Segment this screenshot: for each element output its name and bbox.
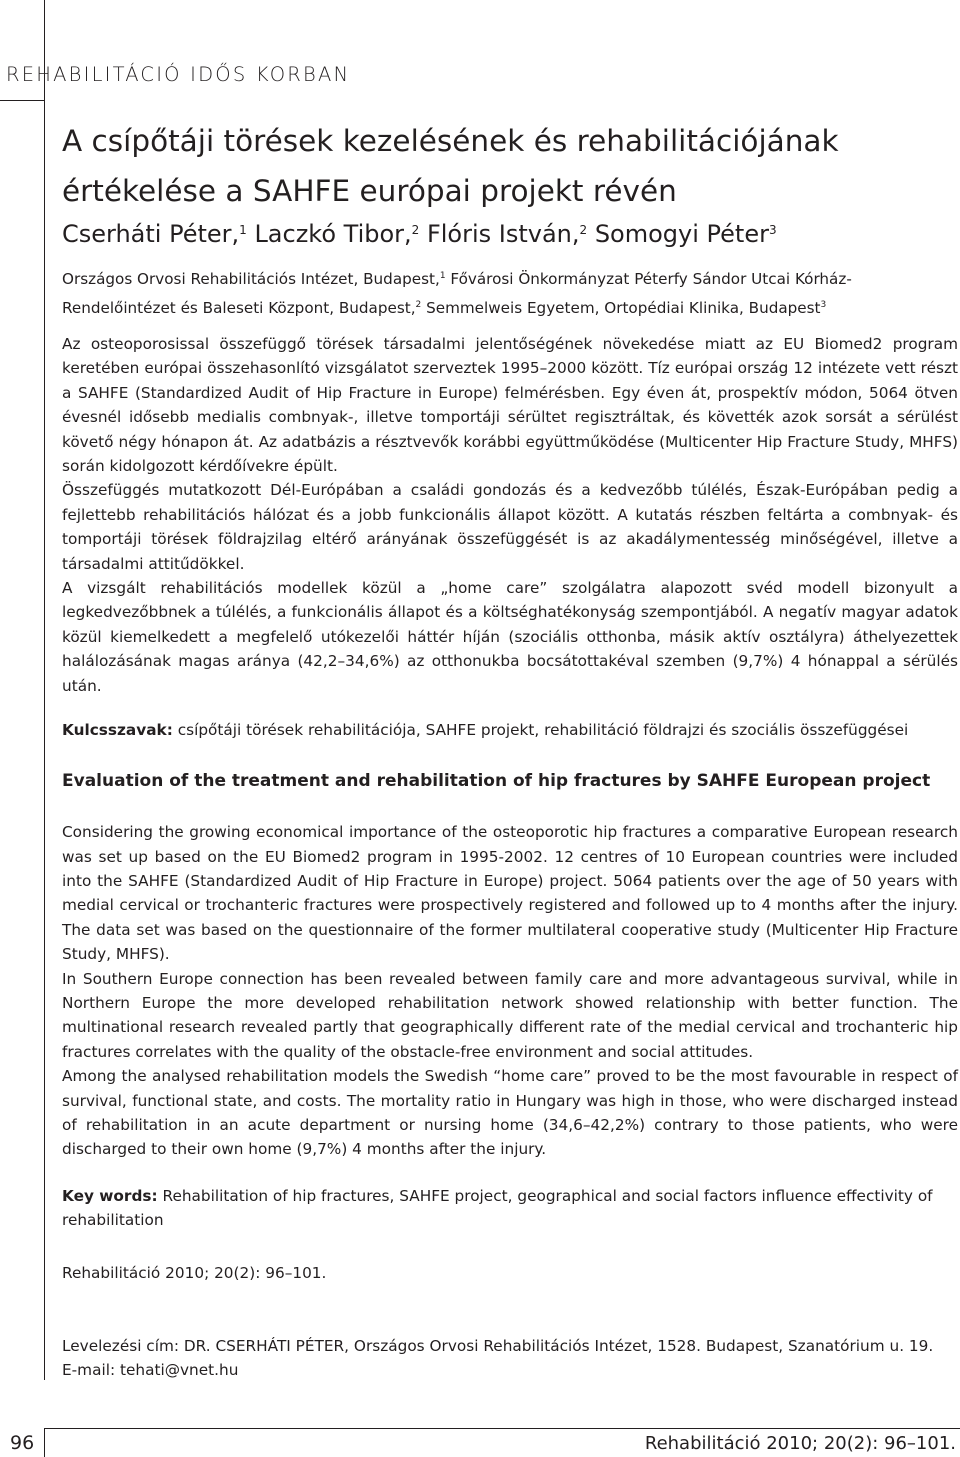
keywords-english <box>62 1184 958 1233</box>
keywords-label: Key words: <box>62 1186 158 1205</box>
affiliations <box>62 265 958 322</box>
keywords-label: Kulcsszavak: <box>62 721 173 740</box>
article-title-line2: értékelése a SAHFE európai projekt révén <box>62 174 677 208</box>
abstract-english <box>62 820 958 1162</box>
correspondence-address: Levelezési cím: DR. CSERHÁTI PÉTER, Országos Orvosi Rehabilitációs Intézet, 1528. Budapest, Szanatórium u. 19. <box>62 1337 934 1355</box>
footer-rule <box>44 1428 960 1429</box>
author-affiliation-sup: 1 <box>239 223 247 237</box>
english-title: Evaluation of the treatment and rehabilitation of hip fractures by SAHFE European project <box>62 771 931 792</box>
affiliation-1: Országos Orvosi Rehabilitációs Intézet, Budapest, <box>62 270 440 288</box>
affiliation-sup: 2 <box>415 299 422 310</box>
abstract-paragraph: Considering the growing economical importance of the osteoporotic hip fractures a comparative European research was set up based on the EU Biomed2 program in 1995-2002. 12 centres of 10 European countries were included into the SAHFE (Standardized Audit of Hip Fracture in Europe) project. 5064 patients over the age of 50 years with medial cervical or trochanteric fractures were prospectively registered and followed up to 4 months after the injury. The data set was based on the questionnaire of the former multilateral cooperative study (Multicenter Hip Fracture Study, MHFS). <box>62 823 958 964</box>
author-name: Somogyi Péter <box>594 220 769 248</box>
keywords-hungarian <box>62 718 958 742</box>
article-body <box>62 116 958 1233</box>
page-number: 96 <box>10 1432 35 1454</box>
citation-reference: Rehabilitáció 2010; 20(2): 96–101. <box>62 1264 327 1282</box>
left-vertical-rule <box>44 0 45 1380</box>
abstract-paragraph: A vizsgált rehabilitációs modellek közül a „home care” szolgálatra alapozott svéd modell bizonyult a legkedvezőbbnek a túlélés, a funkcionális állapot és a költséghatékonyság szempontjából. A negatív magyar adatok közül kiemelkedett a megfelelő utókezelői háttér híján (szociális otthonba, másik aktív osztályra) áthelyezettek halálozásának magas aránya (42,2–34,6%) az otthonukba bocsátottakéval szemben (9,7%) 4 hónappal a sérülés után. <box>62 579 958 695</box>
author-affiliation-sup: 2 <box>411 223 420 237</box>
header-rule <box>0 100 44 101</box>
author-affiliation-sup: 3 <box>768 223 777 237</box>
section-header: REHABILITÁCIÓ IDŐS KORBAN <box>6 63 351 86</box>
footer-journal-reference: Rehabilitáció 2010; 20(2): 96–101. <box>644 1433 956 1454</box>
abstract-paragraph: Összefüggés mutatkozott Dél-Európában a családi gondozás és a kedvezőbb túlélés, Észak-Európában pedig a fejlettebb rehabilitációs hálózat és a jobb funkcionális állapot között. A kutatás részben feltárta a combnyak- és tomportáji törések földrajzilag eltérő arányának összefüggését is az akadálymentesség minőségével, illetve a társadalmi attitűdökkel. <box>62 481 958 573</box>
affiliation-2: Fővárosi Önkormányzat Péterfy Sándor Utcai Kórház-Rendelőintézet és Baleseti Központ, Budapest, <box>62 270 852 317</box>
affiliation-3: Semmelweis Egyetem, Ortopédiai Klinika, Budapest <box>426 298 821 317</box>
abstract-paragraph: Az osteoporosissal összefüggő törések társadalmi jelentőségének növekedése miatt az EU Biomed2 program keretében európai összehasonlító vizsgálatot szerveztek 1995–2000 között. Tíz európai ország 12 intézete vett részt a SAHFE (Standardized Audit of Hip Fracture in Europe) felmérésben. Egy éven át, prospektív módon, 5064 ötven évesnél idősebb medialis combnyak-, illetve tomportáji sérültet regisztráltak, és követték azok sorsát a sérülést követő négy hónapon át. Az adatbázis a résztvevők korábbi együttműködése (Multicenter Hip Fracture Study, MHFS) során kidolgozott kérdőívekre épült. <box>62 335 958 476</box>
correspondence-email: E-mail: tehati@vnet.hu <box>62 1361 239 1380</box>
abstract-paragraph: In Southern Europe connection has been revealed between family care and more advantageous survival, while in Northern Europe the more developed rehabilitation network showed relationship with better function. The multinational research revealed partly that geographically different rate of the medial cervical and trochanteric hip fractures correlates with the quality of the obstacle-free environment and social attitudes. <box>62 969 958 1061</box>
author-name: Cserháti Péter, <box>62 220 240 248</box>
authors <box>62 219 958 249</box>
keywords-text: Rehabilitation of hip fractures, SAHFE project, geographical and social factors influence effectivity of rehabilitation <box>62 1186 933 1230</box>
keywords-text: csípőtáji törések rehabilitációja, SAHFE projekt, rehabilitáció földrajzi és szociális összefüggései <box>177 721 909 740</box>
author-affiliation-sup: 2 <box>579 223 588 237</box>
author-name: Flóris István, <box>426 220 580 248</box>
affiliation-sup: 3 <box>820 299 827 310</box>
correspondence <box>62 1334 958 1383</box>
article-title-line1: A csípőtáji törések kezelésének és rehabilitációjának <box>62 124 839 158</box>
abstract-paragraph: Among the analysed rehabilitation models the Swedish “home care” proved to be the most favourable in respect of survival, functional state, and costs. The mortality ratio in Hungary was high in those, who were discharged instead of rehabilitation in an acute department or nursing home (34,6–42,2%) contrary to those patients, who were discharged to their own home (9,7%) 4 months after the injury. <box>62 1067 958 1159</box>
abstract-hungarian <box>62 332 958 698</box>
author-name: Laczkó Tibor, <box>254 220 412 248</box>
affiliation-sup: 1 <box>439 271 446 281</box>
footer-vertical-rule <box>44 1428 45 1457</box>
